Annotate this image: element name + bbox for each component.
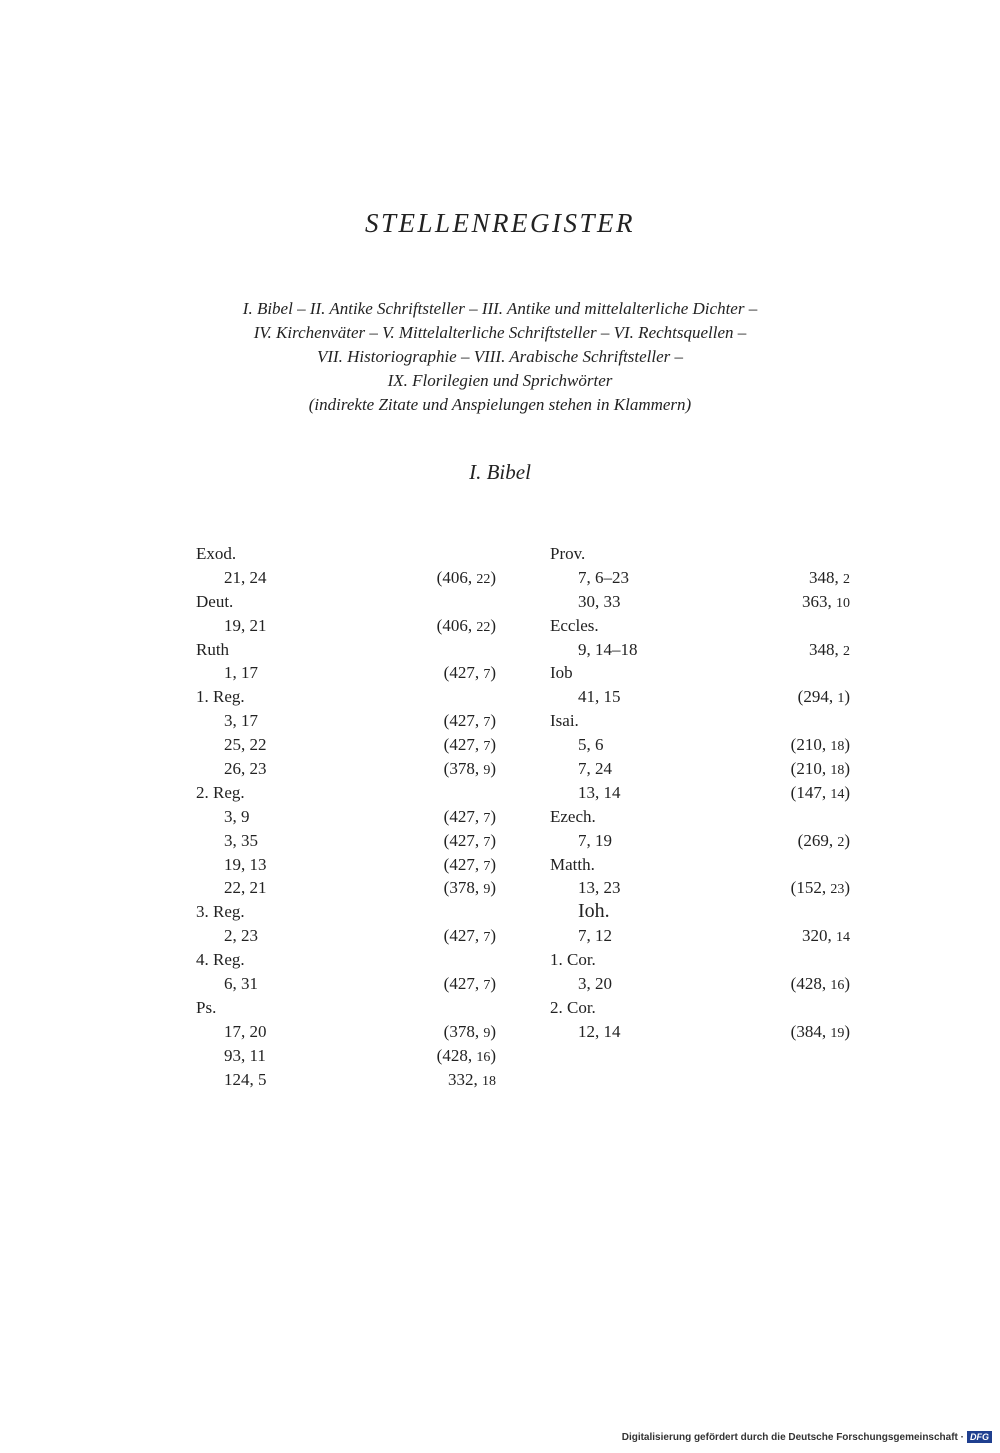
index-entry (196, 853, 496, 877)
closing-bracket: ) (844, 1021, 850, 1041)
index-entry (196, 829, 496, 853)
line-number: 1 (837, 691, 845, 707)
index-entry (550, 829, 850, 853)
index-entry (196, 972, 496, 996)
verse-reference: 1, 17 (224, 663, 258, 683)
closing-bracket: ) (490, 854, 496, 874)
closing-bracket: ) (844, 878, 850, 898)
line-number: 2 (843, 571, 850, 587)
page-number: (427, (443, 926, 484, 946)
closing-bracket: ) (490, 711, 496, 731)
page-reference (809, 638, 850, 664)
index-entry (196, 1068, 496, 1092)
index-entry (550, 1020, 850, 1044)
page-reference (798, 829, 850, 855)
index-book-heading (550, 614, 850, 638)
line-number: 7 (483, 810, 491, 826)
closing-bracket: ) (490, 926, 496, 946)
verse-reference: 26, 23 (224, 759, 267, 779)
line-number: 7 (483, 834, 491, 850)
page-reference (444, 1020, 496, 1046)
line-number: 10 (836, 595, 850, 611)
index-book-heading (196, 948, 496, 972)
verse-reference: 93, 11 (224, 1045, 266, 1065)
verse-reference: 6, 31 (224, 974, 258, 994)
line-number: 18 (830, 739, 845, 755)
closing-bracket: ) (844, 830, 850, 850)
index-entry (196, 1044, 496, 1068)
page-reference (444, 661, 496, 687)
page-reference (809, 566, 850, 592)
line-number: 7 (483, 930, 491, 946)
page-reference (437, 566, 496, 592)
index-book-heading (196, 996, 496, 1020)
page-title: STELLENREGISTER (364, 208, 636, 238)
page-number: 348, (809, 639, 843, 659)
book-name: Prov. (550, 544, 586, 563)
page-number: (428, (436, 1045, 477, 1065)
line-number: 9 (483, 1025, 491, 1041)
page-reference (444, 757, 496, 783)
line-number: 7 (483, 739, 491, 755)
index-book-heading (550, 709, 850, 733)
page-number: (427, (443, 735, 484, 755)
page-number: (406, (436, 567, 477, 587)
verse-reference: 41, 15 (578, 687, 621, 707)
page-reference (444, 972, 496, 998)
index-entry (196, 733, 496, 757)
index-book-heading (550, 661, 850, 685)
page-reference (791, 757, 850, 783)
page-reference (444, 733, 496, 759)
verse-reference: 3, 35 (224, 830, 258, 850)
index-entry (550, 566, 850, 590)
line-number: 7 (483, 858, 491, 874)
page-reference (798, 685, 850, 711)
book-name: Ps. (196, 997, 217, 1017)
index-book-heading (550, 853, 850, 877)
index-column-right (550, 542, 850, 1044)
page-number: 320, (802, 926, 836, 946)
closing-bracket: ) (490, 878, 496, 898)
line-number: 14 (830, 786, 845, 802)
index-book-heading (196, 781, 496, 805)
book-name: 1. Cor. (550, 950, 596, 970)
index-entry (196, 876, 496, 900)
index-entry (550, 685, 850, 709)
page-number: (427, (443, 974, 484, 994)
index-entry (196, 566, 496, 590)
closing-bracket: ) (844, 974, 850, 994)
index-book-heading (550, 948, 850, 972)
page-number: (294, (797, 687, 838, 707)
page-number: 348, (809, 567, 843, 587)
verse-reference: 7, 6–23 (578, 567, 629, 587)
index-book-heading (550, 900, 850, 924)
line-number: 23 (830, 882, 845, 898)
page-reference (444, 853, 496, 879)
verse-reference: 124, 5 (224, 1069, 267, 1089)
closing-bracket: ) (490, 974, 496, 994)
line-number: 9 (483, 763, 491, 779)
book-name: 3. Reg. (196, 902, 245, 922)
book-name: Ezech. (550, 806, 596, 826)
index-book-heading (196, 685, 496, 709)
index-entry (196, 924, 496, 948)
index-entry (550, 876, 850, 900)
verse-reference: 7, 19 (578, 830, 612, 850)
verse-reference: 9, 14–18 (578, 639, 638, 659)
closing-bracket: ) (490, 759, 496, 779)
closing-bracket: ) (490, 735, 496, 755)
line-number: 2 (843, 643, 850, 659)
verse-reference: 19, 21 (224, 615, 267, 635)
page-reference (437, 1044, 496, 1070)
verse-reference: 3, 20 (578, 974, 612, 994)
verse-reference: 22, 21 (224, 878, 267, 898)
page-reference (444, 709, 496, 735)
closing-bracket: ) (490, 663, 496, 683)
index-book-heading (196, 900, 496, 924)
line-number: 7 (483, 715, 491, 731)
verse-reference: 3, 17 (224, 711, 258, 731)
closing-bracket: ) (490, 615, 496, 635)
page-reference (437, 614, 496, 640)
book-name: 2. Reg. (196, 782, 245, 802)
closing-bracket: ) (844, 759, 850, 779)
index-entry (550, 781, 850, 805)
index-entry (550, 638, 850, 662)
book-name: 4. Reg. (196, 950, 245, 970)
contents-line: VII. Historiographie – VIII. Arabische Schriftsteller – (316, 347, 684, 366)
index-entry (550, 924, 850, 948)
line-number: 16 (830, 978, 845, 994)
book-name: Ruth (196, 639, 230, 659)
contents-line: IV. Kirchenväter – V. Mittelalterliche Schriftsteller – VI. Rechtsquellen – (253, 323, 747, 342)
closing-bracket: ) (490, 567, 496, 587)
closing-bracket: ) (844, 782, 850, 802)
index-entry (196, 1020, 496, 1044)
index-entry (550, 733, 850, 757)
verse-reference: 12, 14 (578, 1021, 621, 1041)
closing-bracket: ) (490, 1021, 496, 1041)
index-book-heading (550, 996, 850, 1020)
page-number: 332, (448, 1069, 482, 1089)
index-entry (196, 614, 496, 638)
page-reference (791, 1020, 850, 1046)
index-entry (196, 757, 496, 781)
page-reference (444, 829, 496, 855)
book-name: Matth. (550, 854, 595, 874)
closing-bracket: ) (844, 735, 850, 755)
page-reference (802, 924, 850, 950)
line-number: 2 (837, 834, 845, 850)
page-number: (427, (443, 830, 484, 850)
page-number: (210, (790, 759, 831, 779)
line-number: 7 (483, 978, 491, 994)
page-reference (791, 972, 850, 998)
index-book-heading (196, 542, 496, 566)
page-reference (444, 876, 496, 902)
line-number: 18 (482, 1073, 496, 1089)
book-name: Exod. (196, 544, 237, 563)
book-name: Deut. (196, 591, 234, 611)
page-reference (791, 876, 850, 902)
page-number: 363, (802, 591, 836, 611)
page-number: (384, (790, 1021, 831, 1041)
index-entry (550, 757, 850, 781)
register-contents-list (0, 297, 1000, 417)
index-entry (550, 972, 850, 996)
verse-reference: 7, 12 (578, 926, 612, 946)
index-book-heading (550, 805, 850, 829)
line-number: 9 (483, 882, 491, 898)
page-number: (378, (443, 759, 484, 779)
dfg-logo: DFG (967, 1431, 992, 1443)
page-number: (427, (443, 711, 484, 731)
verse-reference: 19, 13 (224, 854, 267, 874)
page-reference (444, 924, 496, 950)
footer-credit (622, 1431, 992, 1443)
index-entry (550, 590, 850, 614)
line-number: 22 (476, 619, 491, 635)
page-number: (428, (790, 974, 831, 994)
section-heading: I. Bibel (469, 460, 531, 484)
book-name: Iob (550, 663, 573, 683)
verse-reference: 21, 24 (224, 567, 267, 587)
verse-reference: 25, 22 (224, 735, 267, 755)
book-name: 2. Cor. (550, 997, 596, 1017)
page-number: (427, (443, 854, 484, 874)
verse-reference: 13, 14 (578, 782, 621, 802)
book-name: Eccles. (550, 615, 599, 635)
page-reference (802, 590, 850, 616)
closing-bracket: ) (844, 687, 850, 707)
contents-note: (indirekte Zitate und Anspielungen stehen in Klammern) (308, 395, 692, 414)
footer-text: Digitalisierung gefördert durch die Deutsche Forschungsgemeinschaft · (621, 1431, 964, 1443)
line-number: 18 (830, 763, 845, 779)
line-number: 16 (476, 1049, 491, 1065)
book-name: 1. Reg. (196, 687, 245, 707)
index-book-heading (196, 590, 496, 614)
page-reference (444, 805, 496, 831)
book-name: Ioh. (578, 900, 610, 923)
page-number: (147, (790, 782, 831, 802)
page-number: (378, (443, 1021, 484, 1041)
page-reference (448, 1068, 496, 1094)
line-number: 19 (830, 1025, 845, 1041)
index-book-heading (550, 542, 850, 566)
closing-bracket: ) (490, 830, 496, 850)
page-number: (406, (436, 615, 477, 635)
line-number: 22 (476, 571, 491, 587)
index-entry (196, 661, 496, 685)
index-column-left (196, 542, 496, 1091)
contents-line: I. Bibel – II. Antike Schriftsteller – III. Antike und mittelalterliche Dichter – (242, 299, 758, 318)
page-reference (791, 733, 850, 759)
verse-reference: 13, 23 (578, 878, 621, 898)
index-book-heading (196, 638, 496, 662)
page-number: (427, (443, 663, 484, 683)
verse-reference: 30, 33 (578, 591, 621, 611)
line-number: 14 (836, 930, 850, 946)
page-reference (791, 781, 850, 807)
verse-reference: 3, 9 (224, 806, 250, 826)
page-number: (152, (790, 878, 831, 898)
closing-bracket: ) (490, 806, 496, 826)
index-entry (196, 805, 496, 829)
line-number: 7 (483, 667, 491, 683)
page-number: (427, (443, 806, 484, 826)
index-entry (196, 709, 496, 733)
verse-reference: 17, 20 (224, 1021, 267, 1041)
page-number: (269, (797, 830, 838, 850)
page-number: (210, (790, 735, 831, 755)
page-number: (378, (443, 878, 484, 898)
closing-bracket: ) (490, 1045, 496, 1065)
contents-line: IX. Florilegien und Sprichwörter (387, 371, 613, 390)
verse-reference: 2, 23 (224, 926, 258, 946)
verse-reference: 5, 6 (578, 735, 604, 755)
verse-reference: 7, 24 (578, 759, 612, 779)
book-name: Isai. (550, 711, 579, 731)
